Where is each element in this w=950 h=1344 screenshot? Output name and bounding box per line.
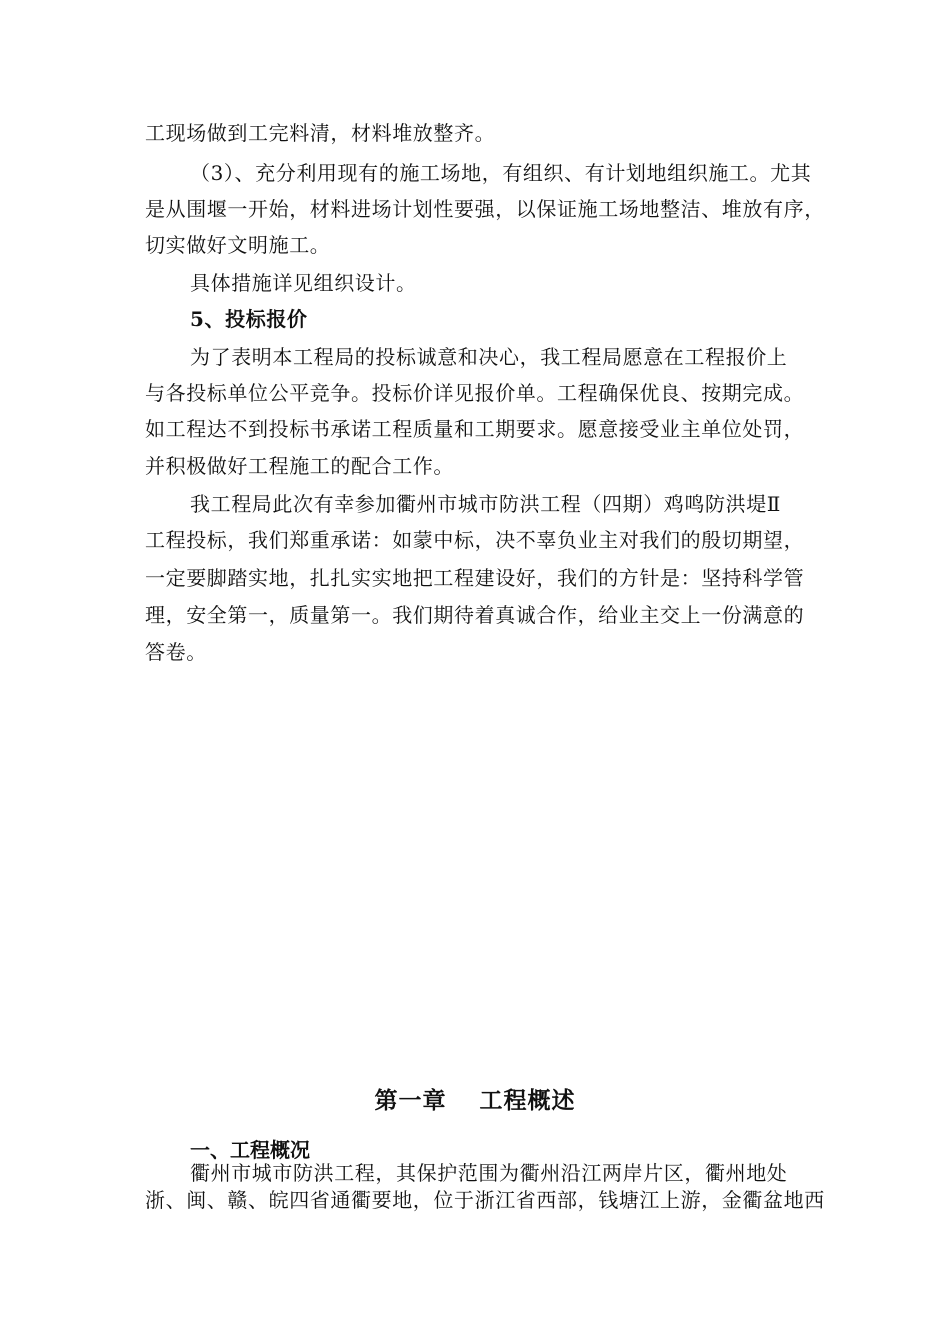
paragraph-line: 工程投标，我们郑重承诺：如蒙中标，决不辜负业主对我们的殷切期望， bbox=[145, 528, 805, 552]
paragraph-line: 工现场做到工完料清，材料堆放整齐。 bbox=[145, 121, 496, 145]
paragraph-line: 衢州市城市防洪工程，其保护范围为衢州沿江两岸片区，衢州地处 bbox=[190, 1161, 788, 1185]
section-heading-overview: 一、工程概况 bbox=[190, 1138, 310, 1162]
paragraph-line: （3）、充分利用现有的施工场地，有组织、有计划地组织施工。尤其 bbox=[190, 161, 812, 185]
paragraph-line: 具体措施详见组织设计。 bbox=[190, 271, 417, 295]
paragraph-line: 并积极做好工程施工的配合工作。 bbox=[145, 454, 454, 478]
paragraph-line: 与各投标单位公平竞争。投标价详见报价单。工程确保优良、按期完成。 bbox=[145, 381, 805, 405]
paragraph-line: 为了表明本工程局的投标诚意和决心，我工程局愿意在工程报价上 bbox=[190, 345, 788, 369]
chapter-title: 第一章 工程概述 bbox=[374, 1087, 576, 1114]
paragraph-line: 如工程达不到投标书承诺工程质量和工期要求。愿意接受业主单位处罚， bbox=[145, 417, 805, 441]
section-heading-bid-price: 5、投标报价 bbox=[190, 307, 308, 331]
paragraph-line: 答卷。 bbox=[145, 640, 207, 664]
paragraph-line: 浙、闽、赣、皖四省通衢要地，位于浙江省西部，钱塘江上游，金衢盆地西 bbox=[145, 1188, 825, 1212]
paragraph-line: 一定要脚踏实地，扎扎实实地把工程建设好，我们的方针是：坚持科学管 bbox=[145, 566, 805, 590]
paragraph-line: 是从围堰一开始，材料进场计划性要强，以保证施工场地整洁、堆放有序， bbox=[145, 197, 825, 221]
paragraph-line: 切实做好文明施工。 bbox=[145, 233, 331, 257]
paragraph-line: 理，安全第一，质量第一。我们期待着真诚合作，给业主交上一份满意的 bbox=[145, 603, 805, 627]
paragraph-line: 我工程局此次有幸参加衢州市城市防洪工程（四期）鸡鸣防洪堤Ⅱ bbox=[190, 492, 781, 516]
